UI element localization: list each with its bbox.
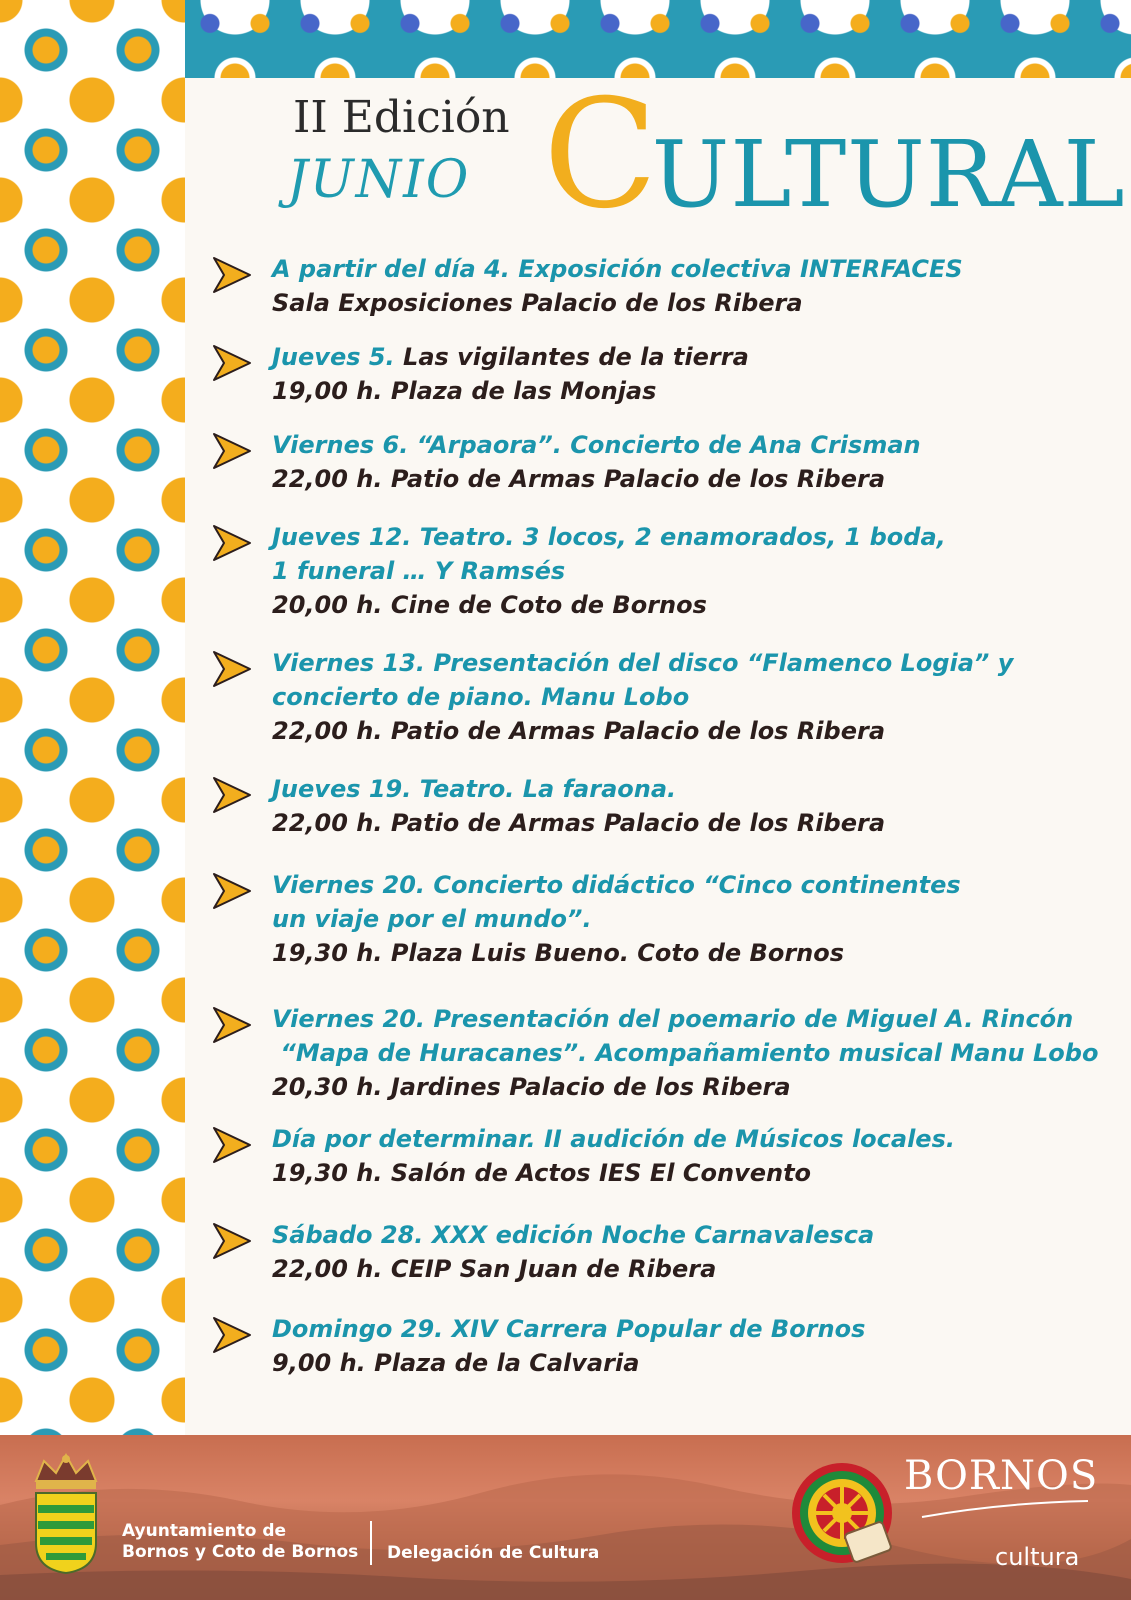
town-crest-icon <box>26 1451 106 1575</box>
event-text <box>272 646 1013 748</box>
event-line <box>272 680 1013 714</box>
event-title-text: un viaje por el mundo”. <box>272 905 592 933</box>
event-line <box>272 646 1013 680</box>
event-title-text: Viernes 6. “Arpaora”. Concierto de Ana Crisman <box>272 431 921 459</box>
event-item <box>210 252 1115 320</box>
event-item <box>210 772 1115 840</box>
footer-banner <box>0 1435 1131 1600</box>
cultural-initial: C <box>543 68 658 242</box>
brand-swoosh <box>920 1499 1090 1523</box>
culture-wheel-icon <box>790 1461 900 1571</box>
event-text <box>272 1122 955 1190</box>
event-text <box>272 252 963 320</box>
event-detail-text: 22,00 h. Patio de Armas Palacio de los Ribera <box>272 717 886 745</box>
event-item <box>210 428 1115 496</box>
arrow-bullet-icon <box>210 774 254 816</box>
event-line <box>272 1122 955 1156</box>
event-line <box>272 428 921 462</box>
event-line <box>272 520 946 554</box>
event-title-text: A partir del día 4. Exposición colectiva INTERFACES <box>272 255 963 283</box>
event-line <box>272 1312 865 1346</box>
event-detail-text: 19,00 h. Plaza de las Monjas <box>272 377 657 405</box>
event-item <box>210 868 1115 970</box>
event-line <box>272 772 885 806</box>
event-text <box>272 772 885 840</box>
event-item <box>210 1002 1115 1104</box>
arrow-bullet-icon <box>210 1004 254 1046</box>
month-label: JUNIO <box>287 150 471 210</box>
city-council-line2: Bornos y Coto de Bornos <box>122 1542 359 1562</box>
event-line <box>272 588 946 622</box>
event-detail-text: Sala Exposiciones Palacio de los Ribera <box>272 289 803 317</box>
event-line <box>272 1002 1098 1036</box>
event-line <box>272 868 961 902</box>
event-title-text: Domingo 29. XIV Carrera Popular de Bornos <box>272 1315 866 1343</box>
event-detail-text: 19,30 h. Plaza Luis Bueno. Coto de Bornos <box>272 939 845 967</box>
arrow-bullet-icon <box>210 1124 254 1166</box>
event-title-text: “Mapa de Huracanes”. Acompañamiento musical Manu Lobo <box>272 1039 1099 1067</box>
left-tile-border <box>0 0 185 1435</box>
arrow-bullet-icon <box>210 1220 254 1262</box>
arrow-bullet-icon <box>210 430 254 472</box>
event-line <box>272 1218 874 1252</box>
event-detail-text: 22,00 h. Patio de Armas Palacio de los Ribera <box>272 809 886 837</box>
arrow-bullet-icon <box>210 870 254 912</box>
edition-label: II Edición <box>293 92 510 143</box>
event-line <box>272 340 749 374</box>
brand-name: BORNOS <box>904 1453 1099 1499</box>
event-line <box>272 806 885 840</box>
event-line <box>272 902 961 936</box>
event-list <box>210 232 1115 1380</box>
event-detail-text: 20,00 h. Cine de Coto de Bornos <box>272 591 707 619</box>
event-line <box>272 554 946 588</box>
event-item <box>210 1312 1115 1380</box>
cultural-rest: ULTURAL <box>651 121 1126 228</box>
event-line <box>272 252 963 286</box>
event-title-text: Viernes 20. Concierto didáctico “Cinco continentes <box>272 871 961 899</box>
event-detail-text: 20,30 h. Jardines Palacio de los Ribera <box>272 1073 791 1101</box>
event-line <box>272 714 1013 748</box>
event-text <box>272 428 921 496</box>
event-detail-text: 9,00 h. Plaza de la Calvaria <box>272 1349 640 1377</box>
event-item <box>210 520 1115 622</box>
footer-divider <box>370 1521 372 1565</box>
arrow-bullet-icon <box>210 1314 254 1356</box>
event-detail-text: Las vigilantes de la tierra <box>403 343 749 371</box>
event-text <box>272 340 749 408</box>
event-line <box>272 1252 874 1286</box>
event-item <box>210 646 1115 748</box>
event-text <box>272 1312 865 1380</box>
city-council-label <box>122 1521 358 1563</box>
event-title-text: 1 funeral … Y Ramsés <box>272 557 566 585</box>
arrow-bullet-icon <box>210 254 254 296</box>
event-title-text: Jueves 12. Teatro. 3 locos, 2 enamorados, 1 boda, <box>272 523 946 551</box>
event-detail-text: 19,30 h. Salón de Actos IES El Convento <box>272 1159 812 1187</box>
event-line <box>272 462 921 496</box>
event-detail-text: 22,00 h. CEIP San Juan de Ribera <box>272 1255 717 1283</box>
event-title-text: Viernes 20. Presentación del poemario de Miguel A. Rincón <box>272 1005 1074 1033</box>
city-council-line1: Ayuntamiento de <box>122 1521 287 1541</box>
culture-delegation-label: Delegación de Cultura <box>387 1543 600 1563</box>
arrow-bullet-icon <box>210 342 254 384</box>
event-item <box>210 1218 1115 1286</box>
arrow-bullet-icon <box>210 522 254 564</box>
event-text <box>272 520 946 622</box>
event-title-text: Jueves 5. <box>272 343 404 371</box>
poster-header <box>185 68 1131 242</box>
event-line <box>272 936 961 970</box>
arrow-bullet-icon <box>210 648 254 690</box>
event-text <box>272 868 961 970</box>
top-tile-border <box>185 0 1131 78</box>
event-line <box>272 1156 955 1190</box>
event-text <box>272 1002 1098 1104</box>
event-title-text: Día por determinar. II audición de Músicos locales. <box>272 1125 955 1153</box>
event-title-text: Viernes 13. Presentación del disco “Flamenco Logia” y <box>272 649 1014 677</box>
event-detail-text: 22,00 h. Patio de Armas Palacio de los Ribera <box>272 465 886 493</box>
event-line <box>272 1070 1098 1104</box>
event-line <box>272 374 749 408</box>
event-line <box>272 1036 1098 1070</box>
event-item <box>210 340 1115 408</box>
event-text <box>272 1218 874 1286</box>
brand-subtitle: cultura <box>995 1543 1080 1571</box>
cultural-title <box>543 68 1126 242</box>
event-title-text: concierto de piano. Manu Lobo <box>272 683 690 711</box>
event-line <box>272 1346 865 1380</box>
event-title-text: Sábado 28. XXX edición Noche Carnavalesca <box>272 1221 875 1249</box>
event-item <box>210 1122 1115 1190</box>
event-title-text: Jueves 19. Teatro. La faraona. <box>272 775 677 803</box>
event-line <box>272 286 963 320</box>
